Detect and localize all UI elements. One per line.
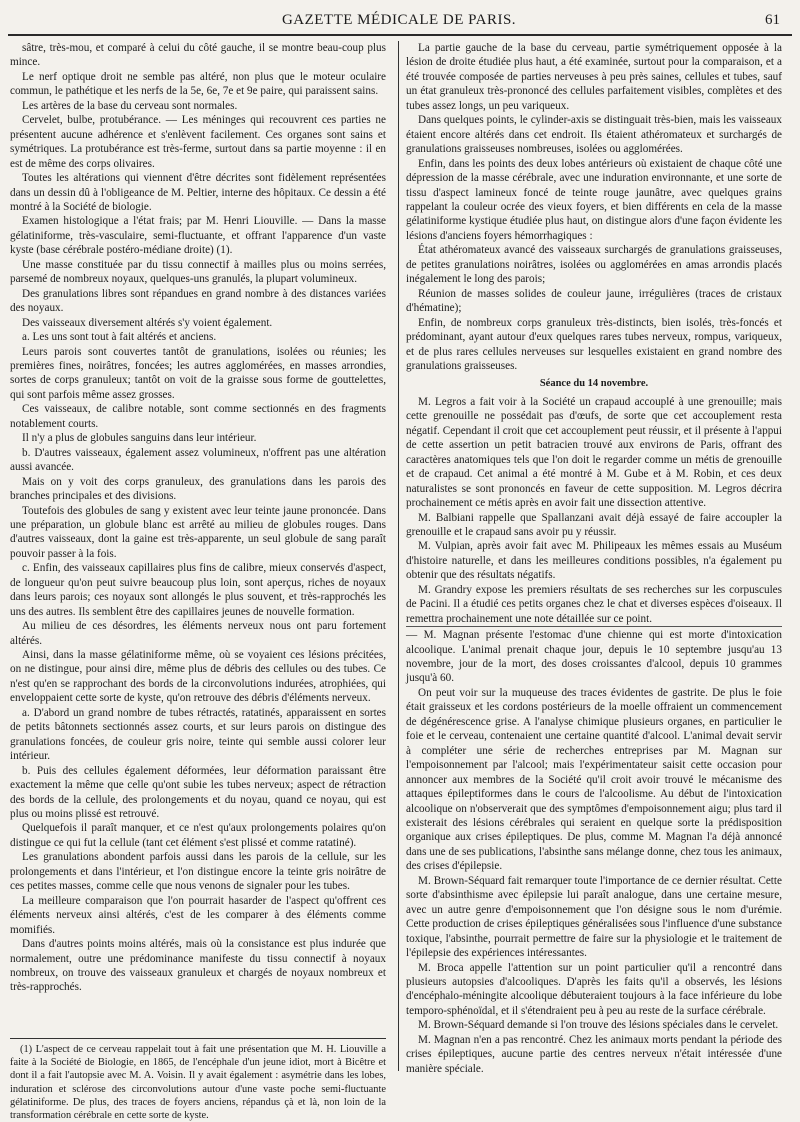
- paragraph: Toutes les altérations qui viennent d'être décrites sont fidèlement représentées dans un dessin dû à l'obligeance de M. Peltier, interne des hôpitaux. Ce dessin a été montré à la Société de biologie.: [10, 172, 386, 213]
- paragraph: La partie gauche de la base du cerveau, partie symétriquement opposée à la lésion de droite étudiée plus haut, a été examinée, surtout pour la comparaison, et a été trouvée composée de parties nerveuses à peu près saines, cellules et tubes, sauf un état granuleux très-prononcé des cellules parfaitement visibles, complètes et des tubes assez longs, un peu variqueux.: [406, 42, 782, 112]
- page-number: 61: [765, 12, 780, 28]
- paragraph: M. Balbiani rappelle que Spallanzani avait déjà essayé de faire accoupler la grenouille et le crapaud sans avoir pu y réussir.: [406, 511, 782, 538]
- footnote-rule: [10, 1038, 386, 1039]
- paragraph: Ainsi, dans la masse gélatiniforme même, où se voyaient ces lésions précitées, on ne distingue, pour ainsi dire, même plus de débris des cellules ou des tubes. Ce n'est qu'en se rapprochant des bords de la circonvolutions indurées, atrophiées, qui enveloppaient cette sorte de kyste, qu'on retrouve des débris d'éléments nerveux.: [10, 649, 386, 705]
- paragraph: État athéromateux avancé des vaisseaux surchargés de granulations graisseuses, de petites granulations noirâtres, isolées ou agglomérées en amas arrondis placés inégalement le long des parois;: [406, 244, 782, 286]
- paragraph: Le nerf optique droit ne semble pas altéré, non plus que le moteur oculaire commun, le pathétique et les nerfs de la 5e, 6e, 7e et 9e paire, qui paraissent sains.: [10, 70, 386, 98]
- paragraph: c. Enfin, des vaisseaux capillaires plus fins de calibre, mieux conservés d'aspect, de longueur qu'on peut suivre beaucoup plus loin, sont aperçus, riches de noyaux dans leurs parois; ces noyaux sont allongés le plus souvent, et très-rapprochés les uns des autres. Ils semblent être des capillaires jeunes de nouvelle formation.: [10, 562, 386, 618]
- footnote: [10, 1043, 386, 1122]
- paragraph: Cervelet, bulbe, protubérance. — Les méninges qui recouvrent ces parties ne présentent aucune adhérence et s'enlèvent facilement. Ces organes sont sains et symétriques. La protubérance est très-ferme, surtout dans sa partie moyenne : il en est de même des corps olivaires.: [10, 114, 386, 170]
- paragraph: Examen histologique a l'état frais; par M. Henri Liouville. — Dans la masse gélatiniforme, très-vasculaire, semi-fluctuante, et offrant l'apparence d'un vaste kyste (base cérébrale postéro-médiane droite) (1).: [10, 215, 386, 257]
- paragraph: M. Vulpian, après avoir fait avec M. Philipeaux les mêmes essais au Muséum d'histoire naturelle, et dans les meilleures conditions possibles, n'a également pu obtenir que des résultats négatifs.: [406, 540, 782, 582]
- paragraph: M. Legros a fait voir à la Société un crapaud accouplé à une grenouille; mais cette grenouille ne possédait pas d'œufs, de sorte que cet accouplement resta négatif. Cependant il croit que cet accouplement peut réussir, et il présente à l'appui de cette assertion un petit batracien trouvé aux environs de Paris, offrant des caractères anatomiques tels que l'on doit le regarder comme un métis de grenouille et de crapaud. Cet animal a été montré à M. Gube et à M. Robin, et ces deux naturalistes se sont prononcés en faveur de cette supposition. M. Legros décrira prochainement ce métis après en avoir fait une dissection attentive.: [406, 395, 782, 510]
- footnote-text: (1) L'aspect de ce cerveau rappelait tout à fait une présentation que M. H. Liouville a faite à la Société de Biologie, en 1865, de l'encéphale d'un jeune idiot, mort à Bicêtre et dont il a fait l'autopsie avec M. A. Voisin. Il y avait également : asymétrie dans les lobes, induration et sclérose des circonvolutions autour d'une vaste poche semi-fluctuante gélatiniforme. De plus, des traces de foyers anciens, répandus çà et là, non loin de la transformation cérébrale en cette sorte de kyste.: [10, 1044, 386, 1122]
- paragraph: b. D'autres vaisseaux, également assez volumineux, n'offrent pas une altération aussi avancée.: [10, 446, 386, 474]
- paragraph: Ces vaisseaux, de calibre notable, sont comme sectionnés en des fragments notablement courts.: [10, 403, 386, 430]
- page-header: [12, 12, 786, 34]
- paragraph: Réunion de masses solides de couleur jaune, irrégulières (traces de cristaux d'hématine);: [406, 287, 782, 315]
- paragraph: a. Les uns sont tout à fait altérés et anciens.: [22, 331, 217, 344]
- paragraph: Enfin, dans les points des deux lobes antérieurs où existaient de chaque côté une dépression de la masse cérébrale, avec une induration environnante, et une sorte de tissu d'aspect lamineux foncé de teinte rouge jaunâtre, avec quelques grains rappelant la couleur ocrée des vieux foyers, et bien différents en cela de la masse gélatiniforme kystique étudiée plus haut, on distingue alors d'une façon évidente les lésions d'anciens foyers hémorrhagiques :: [406, 157, 782, 242]
- paragraph: — M. Magnan présente l'estomac d'une chienne qui est morte d'intoxication alcoolique. L'animal prenait chaque jour, depuis le 10 septembre jusqu'au 13 novembre, jour de la mort, des doses croissantes d'alcool, depuis 10 grammes jusqu'à 60.: [406, 626, 782, 686]
- paragraph: Il n'y a plus de globules sanguins dans leur intérieur.: [22, 432, 257, 445]
- left-column: [10, 41, 386, 1031]
- session-heading: Séance du 14 novembre.: [539, 378, 649, 390]
- paragraph: Des granulations libres sont répandues en grand nombre à des distances variées des noyaux.: [10, 287, 386, 315]
- right-column: [406, 41, 782, 1073]
- paragraph: M. Broca appelle l'attention sur un point particulier qu'il a rencontré dans plusieurs autopsies d'alcooliques. D'après les faits qu'il a observés, les lésions d'encéphalo-méningite alcoolique débuteraient toujours à la face inférieure du lobe temporo-sphénoïdal, et il s'étendraient peu à peu au reste de la surface cérébrale.: [406, 961, 782, 1017]
- paragraph: Une masse constituée par du tissu connectif à mailles plus ou moins serrées, parsemé de nombreux noyaux, quelques-uns granulés, la plupart volumineux.: [10, 258, 386, 286]
- column-divider: [398, 41, 399, 1071]
- header-rule: [8, 34, 792, 36]
- paragraph: Toutefois des globules de sang y existent avec leur teinte jaune prononcée. Dans une préparation, un globule blanc est arrêté au milieu de globules rouges. Dans d'autres vaisseaux, dont la gaine est très-apparente, un seul globule de sang paraît pouvoir passer à la fois.: [10, 504, 386, 560]
- paragraph: On peut voir sur la muqueuse des traces évidentes de gastrite. De plus le foie était graisseux et les cordons postérieurs de la moelle offraient un commencement de dégénérescence grise. A l'analyse chimique plusieurs organes, en particulier le foie et le cerveau, contenaient une certaine quantité d'alcool. L'animal devait servir à compléter une série de recherches entreprises par M. Magnan sur l'empoisonnement par l'alcool; mais l'expérimentateur saisit cette occasion pour annoncer aux membres de la Société qu'il croit avoir trouvé le mécanisme des attaques épileptiformes dans le cours de l'alcoolisme. Au début de l'intoxication alcoolique on n'observerait que des symptômes d'empoisonnement aigu; plus tard il existerait des lésions cérébrales qui seraient en quelque sorte la prédisposition organique aux crises épileptiques. De plus, comme M. Magnan l'a déjà annoncé dans une de ses publications, l'absinthe sans mélange donne, chez tous les animaux, des crises d'épilepsie.: [406, 686, 782, 873]
- paragraph: Dans d'autres points moins altérés, mais où la consistance est plus indurée que normalement, outre une prédominance manifeste du tissu connectif à noyaux nombreux, on trouve des vaisseaux granuleux et chargés de noyaux nombreux et très-rapprochés.: [10, 938, 386, 994]
- paragraph: Les granulations abondent parfois aussi dans les parois de la cellule, sur les prolongements et dans l'intérieur, et l'on distingue encore la teinte gris noirâtre de ces petites masses, comme celle que nous venons de signaler pour les tubes.: [10, 851, 386, 893]
- paragraph: M. Brown-Séquard demande si l'on trouve des lésions spéciales dans le cervelet.: [418, 1019, 779, 1032]
- paragraph: Dans quelques points, le cylinder-axis se distinguait très-bien, mais les vaisseaux étaient encore altérés dans cet endroit. Ils étaient athéromateux et surchargés de granulations graisseuses nombreuses, isolées ou agglomérées.: [406, 114, 782, 156]
- paragraph: M. Brown-Séquard fait remarquer toute l'importance de ce dernier résultat. Cette sorte d'absinthisme avec épilepsie lui paraît analogue, dans une certaine mesure, avec un autre genre d'empoisonnement que l'on désigne sous le nom d'urémie. Cette production de crises épileptiques généralisées sous l'influence d'une substance toxique, l'absinthe, pourrait permettre de faire sur la physiologie et le traitement de l'épilepsie des expériences intéressantes.: [406, 874, 782, 960]
- paragraph: Quelquefois il paraît manquer, et ce n'est qu'aux prolongements polaires qu'on distingue ce qui fut la cellule (tant cet élément s'est plissé et comme ratatiné).: [10, 822, 386, 849]
- paragraph: Enfin, de nombreux corps granuleux très-distincts, bien isolés, très-foncés et prédominant, ayant autour d'eux quelques rares tubes nerveux, rompus, variqueux, et de plus rares cellules nerveuses sur lesquelles existaient en grand nombre des granulations graisseuses.: [406, 316, 782, 372]
- paragraph: Leurs parois sont couvertes tantôt de granulations, isolées ou réunies; les premières fines, noirâtres, foncées; les autres agglomérées, en masses arrondies, sortes de corps granuleux; tantôt on voit de la graisse sous forme de gouttelettes, qui sont parfois même assez grosses.: [10, 345, 386, 401]
- paragraph: M. Grandry expose les premiers résultats de ses recherches sur les corpuscules de Pacini. Il a étudié ces petits organes chez le chat et diverses espèces d'oiseaux. Il remettra prochainement une note détaillée sur ce point.: [406, 583, 782, 625]
- paragraph: Des vaisseaux diversement altérés s'y voient également.: [22, 316, 273, 329]
- paragraph: M. Magnan n'en a pas rencontré. Chez les animaux morts pendant la période des crises épileptiques, aucune partie des centres nerveux n'était intéressée d'une manière spéciale.: [406, 1033, 782, 1075]
- paragraph: sâtre, très-mou, et comparé à celui du côté gauche, il se montre beau-coup plus mince.: [10, 42, 386, 69]
- paragraph: La meilleure comparaison que l'on pourrait hasarder de l'aspect qu'offrent ces éléments nerveux ainsi altérés, c'est de les comparer à des éléments comme momifiés.: [10, 894, 386, 936]
- running-title: GAZETTE MÉDICALE DE PARIS.: [281, 12, 517, 28]
- paragraph: b. Puis des cellules également déformées, leur déformation paraissant être exactement la même que celle qu'ont subie les tubes nerveux; aspect de rétraction des bords de la cellule, des prolongements et du noyau, quand ce noyau, qui est plus ou moins plissé est retrouvé.: [10, 764, 386, 821]
- paragraph: Mais on y voit des corps granuleux, des granulations dans les parois des branches principales et des divisions.: [10, 475, 386, 503]
- paragraph: Les artères de la base du cerveau sont normales.: [22, 99, 238, 112]
- paragraph: a. D'abord un grand nombre de tubes rétractés, ratatinés, apparaissent en sortes de petits bâtonnets sectionnés assez courts, et sur leurs parois on distingue des granulations foncées, de couleur gris noire, teinte qui semble aussi colorer leur intérieur.: [10, 706, 386, 763]
- paragraph: Au milieu de ces désordres, les éléments nerveux nous ont paru fortement altérés.: [10, 620, 386, 647]
